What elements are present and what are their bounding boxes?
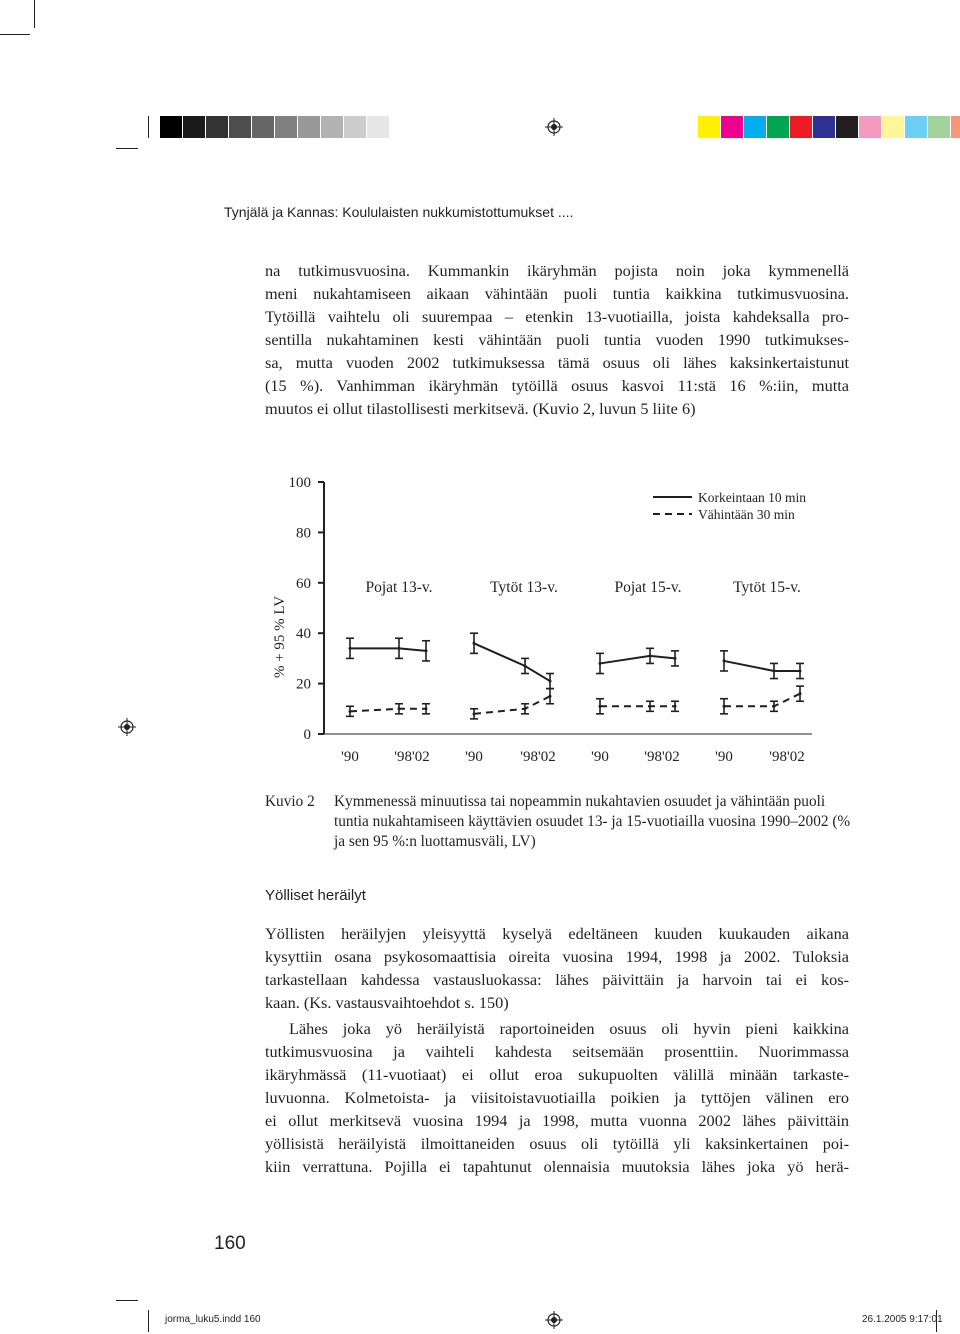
crop-mark: [116, 1300, 138, 1301]
data-point: [799, 670, 802, 673]
text-line: kiin verrattuna. Pojilla ei tapahtunut olennaisia muutoksia lähes joka yö herä-: [265, 1157, 849, 1176]
data-point: [425, 649, 428, 652]
series-line-korkeintaan: [350, 648, 426, 651]
text-line: sentilla nukahtaminen kesti vähintään puoli tuntia vuoden 1990 tutkimukses-: [265, 330, 849, 349]
series-line-vahintaan: [474, 696, 550, 714]
y-tick-label: 80: [296, 525, 311, 542]
gray-swatch: [298, 116, 320, 138]
x-tick-label: '90: [465, 749, 483, 765]
gray-swatch: [206, 116, 228, 138]
registration-mark-icon: [118, 718, 136, 736]
gray-swatch: [344, 116, 366, 138]
data-point: [549, 695, 552, 698]
color-swatch: [698, 116, 720, 138]
data-point: [599, 705, 602, 708]
section-heading: Yölliset heräilyt: [265, 887, 366, 904]
color-swatch: [905, 116, 927, 138]
legend-label: Vähintään 30 min: [698, 507, 795, 522]
color-swatch: [836, 116, 858, 138]
color-control-strip: [698, 116, 960, 138]
color-swatch: [813, 116, 835, 138]
data-point: [723, 659, 726, 662]
data-point: [799, 692, 802, 695]
text-line: Lähes joka yö heräilyistä raportoineiden osuus oli hyvin pieni kaikkina: [289, 1019, 849, 1038]
color-swatch: [951, 116, 960, 138]
y-tick-label: 0: [303, 727, 311, 743]
text-line: tarkastellaan kahdessa vastausluokassa: lähes päivittäin ja harvoin tai ei kos-: [265, 970, 849, 989]
crop-mark: [34, 0, 35, 28]
data-point: [473, 642, 476, 645]
gray-swatch: [275, 116, 297, 138]
registration-mark-icon: [545, 118, 563, 136]
y-tick-label: 40: [296, 626, 311, 643]
data-point: [524, 707, 527, 710]
color-swatch: [767, 116, 789, 138]
crop-mark: [148, 1310, 149, 1332]
data-point: [773, 705, 776, 708]
data-point: [723, 705, 726, 708]
color-swatch: [790, 116, 812, 138]
y-axis-label: % + 95 % LV: [272, 595, 288, 679]
caption-label: Kuvio 2: [265, 793, 315, 810]
body-paragraph-3: [265, 1017, 849, 1178]
legend-label: Korkeintaan 10 min: [698, 490, 806, 505]
data-point: [398, 647, 401, 650]
group-label: Pojat 13-v.: [365, 579, 433, 596]
text-line: Tytöillä vaihtelu oli suurempaa – etenkin 13-vuotiailla, joista kahdeksalla pro-: [265, 307, 849, 326]
data-point: [674, 705, 677, 708]
text-line: ei ollut merkitsevä vuosina 1994 ja 1998, mutta vuonna 2002 lähes päivittäin: [265, 1111, 849, 1130]
crop-mark: [116, 148, 138, 149]
group-label: Tytöt 13-v.: [490, 579, 558, 596]
slug-file: jorma_luku5.indd 160: [165, 1314, 261, 1325]
data-point: [349, 647, 352, 650]
running-head: Tynjälä ja Kannas: Koululaisten nukkumistottumukset ....: [224, 204, 574, 220]
group-label: Tytöt 15-v.: [733, 579, 801, 596]
text-line: (15 %). Vanhimman ikäryhmän tytöillä osuus kasvoi 11:stä 16 %:iin, mutta: [265, 376, 849, 395]
text-line: kysyttiin osana psykosomaattisia oireita vuosina 1994, 1998 ja 2002. Tuloksia: [265, 947, 849, 966]
x-tick-label: '90: [715, 749, 733, 765]
page-number: 160: [214, 1233, 246, 1254]
gray-swatch: [367, 116, 389, 138]
series-line-korkeintaan: [600, 656, 675, 664]
gray-swatch: [390, 116, 412, 138]
data-point: [524, 664, 527, 667]
text-line: yöllisistä heräilyistä ilmoittaneiden osuus oli tytöillä yli kaksinkertainen poi-: [265, 1134, 849, 1153]
body-paragraph-1: [265, 259, 849, 420]
text-line: sa, mutta vuoden 2002 tutkimuksessa tämä osuus oli lähes kaksinkertaistunut: [265, 353, 849, 372]
gray-swatch: [183, 116, 205, 138]
data-point: [349, 710, 352, 713]
data-point: [649, 705, 652, 708]
text-line: kaan. (Ks. vastausvaihtoehdot s. 150): [265, 993, 509, 1012]
text-line: ikäryhmässä (11-vuotiaat) ei ollut eroa sukupuolten välillä minään tarkaste-: [265, 1065, 849, 1084]
x-tick-label: '98'02: [394, 749, 430, 765]
body-paragraph-2: [265, 922, 849, 1014]
series-line-korkeintaan: [724, 661, 800, 671]
gray-swatch: [160, 116, 182, 138]
figure-chart: [260, 465, 840, 775]
text-line: Yöllisten heräilyjen yleisyyttä kyselyä edeltäneen kuuden kuukauden aikana: [265, 924, 849, 943]
series-line-vahintaan: [724, 694, 800, 707]
color-swatch: [859, 116, 881, 138]
data-point: [599, 662, 602, 665]
text-line: muutos ei ollut tilastollisesti merkitsevä. (Kuvio 2, luvun 5 liite 6): [265, 399, 696, 418]
data-point: [773, 670, 776, 673]
color-swatch: [928, 116, 950, 138]
x-tick-label: '90: [341, 749, 359, 765]
gray-swatch: [321, 116, 343, 138]
series-line-vahintaan: [350, 709, 426, 712]
y-tick-label: 20: [296, 676, 311, 693]
group-label: Pojat 15-v.: [614, 579, 682, 596]
x-tick-label: '90: [591, 749, 609, 765]
slug-date: 26.1.2005 9:17:01: [862, 1314, 943, 1325]
series-line-korkeintaan: [474, 643, 550, 681]
caption-text: Kymmenessä minuutissa tai nopeammin nukahtavien osuudet ja vähintään puoli tuntia nukahtamiseen käyttävien osuudet 13- ja 15-vuotiailla vuosina 1990–2002 (% ja sen 95 %:n luottamusväli, LV): [334, 793, 851, 850]
registration-mark-icon: [545, 1311, 563, 1329]
data-point: [425, 707, 428, 710]
text-line: meni nukahtamiseen aikaan vähintään puoli tuntia kaikkina tutkimusvuosina.: [265, 284, 849, 303]
data-point: [473, 712, 476, 715]
color-swatch: [744, 116, 766, 138]
color-swatch: [882, 116, 904, 138]
gray-swatch: [229, 116, 251, 138]
data-point: [649, 654, 652, 657]
x-tick-label: '98'02: [520, 749, 556, 765]
y-tick-label: 60: [296, 575, 311, 592]
data-point: [549, 680, 552, 683]
data-point: [398, 707, 401, 710]
gray-control-strip: [160, 116, 413, 138]
text-line: luvuonna. Kolmetoista- ja viisitoistavuotiailla poikien ja tyttöjen välinen ero: [265, 1088, 849, 1107]
x-tick-label: '98'02: [769, 749, 805, 765]
text-line: tutkimusvuosina ja vaihteli kahdesta seitsemään prosenttiin. Nuorimmassa: [265, 1042, 849, 1061]
color-swatch: [721, 116, 743, 138]
data-point: [674, 657, 677, 660]
text-line: na tutkimusvuosina. Kummankin ikäryhmän pojista noin joka kymmenellä: [265, 261, 849, 280]
y-tick-label: 100: [288, 475, 311, 491]
crop-mark: [148, 116, 149, 138]
crop-mark: [0, 34, 30, 35]
x-tick-label: '98'02: [644, 749, 680, 765]
gray-swatch: [252, 116, 274, 138]
